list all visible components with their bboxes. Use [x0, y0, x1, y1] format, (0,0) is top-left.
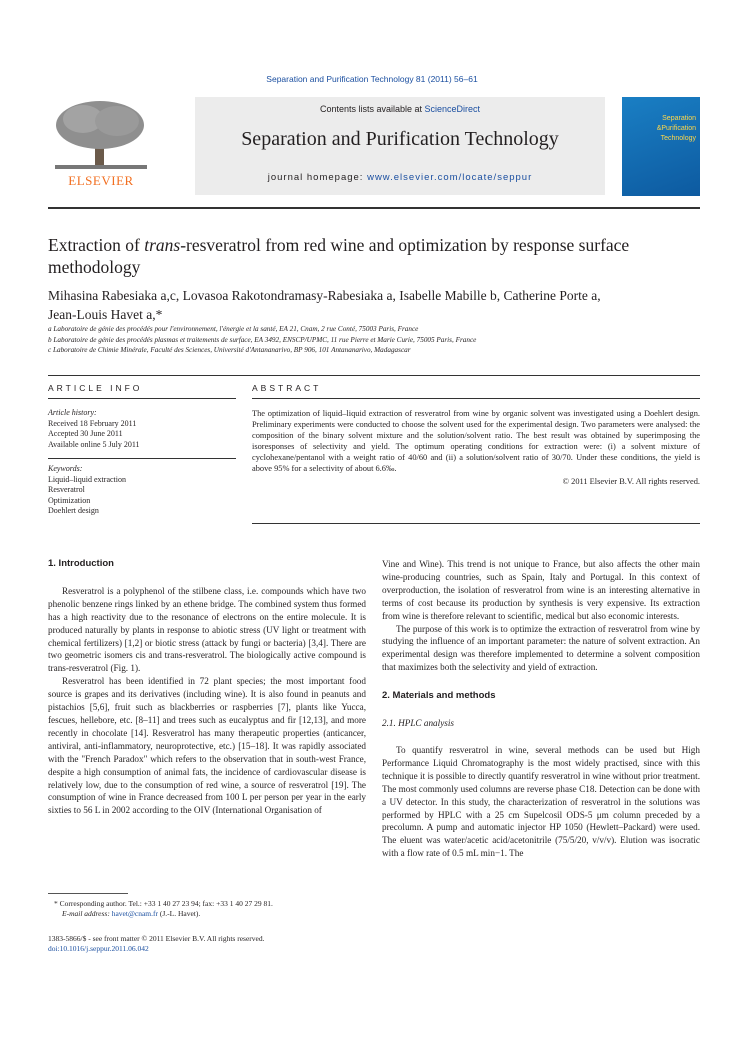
abstract-bottom-rule — [252, 523, 700, 524]
footnotes — [48, 899, 366, 919]
abstract-copyright: © 2011 Elsevier B.V. All rights reserved. — [562, 477, 700, 486]
title-pre: Extraction of — [48, 235, 145, 255]
info-top-rule — [48, 375, 700, 376]
right-column — [382, 558, 700, 860]
email-suffix: (J.-L. Havet). — [157, 909, 201, 918]
affiliations — [48, 324, 708, 356]
introduction-heading: 1. Introduction — [48, 558, 114, 569]
history-label: Article history: — [48, 408, 97, 417]
history-entry: Accepted 30 June 2011 — [48, 429, 123, 438]
email-label: E-mail address: — [62, 909, 112, 918]
history-entry: Available online 5 July 2011 — [48, 439, 140, 449]
keywords-label: Keywords: — [48, 464, 83, 473]
intro-paragraph: Resveratrol is a polyphenol of the stilbene class, i.e. compounds which have two phenolic benzene rings linked by an ethene bridge. The combined system thus formed has a high reactivity due to the resonance of electrons on the entire molecule. It is produced naturally by plants in response to abiotic stress (UV light or treatment with chemical fertilizers) [1,2] or biotic stress (attack by fungi or bacteria) [3,4]. There are two geometric isomers cis and trans-resveratrol. The biologically active compound is trans-resveratrol (Fig. 1). — [48, 585, 366, 674]
abstract-heading: ABSTRACT — [252, 383, 322, 393]
article-info-heading: ARTICLE INFO — [48, 383, 143, 393]
abstract-body — [252, 408, 700, 487]
keyword: Liquid–liquid extraction — [48, 474, 126, 484]
hplc-paragraph: To quantify resveratrol in wine, several methods can be used but High Performance Liquid Chromatography is the most widely practised, since with this technique it is possible to directly quantify resveratrol in wine without prior treatment. The most commonly used columns are reverse phase C18. Detection can be done with a UV detector. In this study, the characterization of resveratrol in the solutions was performed by HPLC with a 25 cm Supelcosil ODS-5 μm column preceded by a precolumn. A pump and automatic injector HP 1050 (Hewlett–Packard) were used. The eluent was water/acetic acid/acetonitrile (75/5/20, v/v/v). Elution was isocratic with a flow rate of 0.5 mL min−1. The — [382, 744, 700, 859]
contents-prefix: Contents lists available at — [319, 104, 425, 114]
methods-heading: 2. Materials and methods — [382, 690, 496, 702]
title-em: trans — [144, 235, 181, 255]
doi-link[interactable]: doi:10.1016/j.seppur.2011.06.042 — [48, 944, 149, 953]
left-column — [48, 558, 366, 817]
authors-line: Mihasina Rabesiaka a,c, Lovasoa Rakotondramasy-Rabesiaka a, Isabelle Mabille b, Catherine Porte a, — [48, 288, 601, 303]
keyword: Optimization — [48, 495, 91, 505]
issn-doi — [48, 934, 388, 954]
cover-line: Technology — [660, 135, 696, 142]
journal-homepage — [195, 172, 605, 183]
elsevier-tree-logo — [45, 97, 157, 172]
article-history — [48, 408, 236, 450]
affiliation: c Laboratoire de Chimie Minérale, Faculté des Sciences, Université d'Antananarivo, BP 906, 101 Antananarivo, Madagascar — [48, 346, 411, 354]
history-rule — [48, 458, 236, 459]
intro-paragraph: Vine and Wine). This trend is not unique to France, but also affects the other main wine-producing countries, such as Spain, Italy and Portugal. In this context of overproduction, the isolation of resveratrol from wine is an interesting alternative in terms of cost because its production by synthesis is very expensive. Its extraction from wine is therefore relevant to scientific, medical but also economic interests. — [382, 559, 700, 621]
keyword: Doehlert design — [48, 506, 99, 515]
email-note — [48, 909, 366, 919]
intro-paragraph: The purpose of this work is to optimize the extraction of resveratrol from wine by studying the influence of an important parameter: the nature of solvent extraction. An experimental design was therefore implemented to determine a solvent composition that maximizes both the selectivity and yield of extraction. — [382, 623, 700, 673]
cover-line: &Purification — [656, 125, 696, 132]
info-heading-rule — [48, 398, 236, 399]
hplc-subheading: 2.1. HPLC analysis — [382, 718, 454, 729]
authors-line: Jean-Louis Havet a,* — [48, 307, 163, 322]
intro-paragraph: Resveratrol has been identified in 72 plant species; the most important food source is grapes and its derivatives (including wine). It is also found in peanuts and pistachios [5,6], fruit such as blackberries or raspberries [7], plants like Yucca, fescues, hellebore, etc. [8–11] and trees such as eucalyptus and fir [12,13], and more recently in chocolate [14]. Resveratrol has many therapeutic properties (anticancer, antiviral, anti-inflammatory, neuroprotective, etc.) [15–18]. It was rapidly associated with the "French Paradox" which refers to the observation that in south-west France, despite a high consumption of animal fats, the incidence of cardiovascular disease is relatively low, due to the consumption of red wine, a source of resveratrol [19]. The consumption of wine in France decreased from 100 L per person per year in the early sixties to 56 L in 2002 according to the OIV (International Organisation of — [48, 676, 366, 816]
footnote-rule — [48, 893, 128, 894]
journal-cover-title — [628, 114, 696, 144]
corresponding-author-note: * Corresponding author. Tel.: +33 1 40 27 23 94; fax: +33 1 40 27 29 81. — [54, 899, 273, 908]
journal-title: Separation and Purification Technology — [241, 128, 559, 150]
sciencedirect-link[interactable]: ScienceDirect — [424, 104, 481, 114]
author-email-link[interactable]: havet@cnam.fr — [111, 909, 158, 918]
issn-line: 1383-5866/$ - see front matter © 2011 Elsevier B.V. All rights reserved. — [48, 934, 265, 943]
publisher-wordmark: ELSEVIER — [68, 173, 134, 188]
banner-rule — [48, 207, 700, 209]
author-list — [48, 286, 698, 324]
affiliation: b Laboratoire de génie des procédés plasmas et traitements de surface, EA 3492, ENSCP/UPMC, 11 rue Pierre et Marie Curie, 75005 Paris, France — [48, 335, 477, 344]
homepage-prefix: journal homepage: — [267, 172, 368, 183]
affiliation: a Laboratoire de génie des procédés pour l'environnement, l'énergie et la santé, EA 21, Cnam, 2 rue Conté, 75003 Paris, France — [48, 325, 419, 333]
title-post: -resveratrol from red wine and optimization by response surface methodology — [48, 235, 630, 277]
history-entry: Received 18 February 2011 — [48, 418, 137, 428]
journal-cover — [622, 97, 700, 196]
contents-line — [195, 104, 605, 114]
keyword: Resveratrol — [48, 485, 85, 494]
keywords — [48, 464, 236, 517]
abstract-heading-rule — [252, 398, 700, 399]
homepage-link[interactable]: www.elsevier.com/locate/seppur — [367, 172, 533, 183]
article-title — [48, 234, 698, 278]
abstract-text: The optimization of liquid–liquid extraction of resveratrol from wine by organic solvent was investigated using a Doehlert design. Preliminary experiments were conducted to choose the solvent used for the experimental design. Two parameters were analysed: the composition of the binary solvent mixture and the solution/solvent ratio. The best result was obtained by superimposing the isoresponses of selectivity and yield. The optimum operating conditions for extraction were: (i) a solvent mixture of cyclohexane/pentanol with a weight ratio of 40/60 and (ii) a solution/solvent ratio of 30/70. Under these conditions, the yield is above 95% for a selectivity of about 6.6‰. — [252, 409, 700, 473]
journal-citation[interactable]: Separation and Purification Technology 81 (2011) 56–61 — [266, 74, 478, 84]
cover-line: Separation — [662, 115, 696, 122]
